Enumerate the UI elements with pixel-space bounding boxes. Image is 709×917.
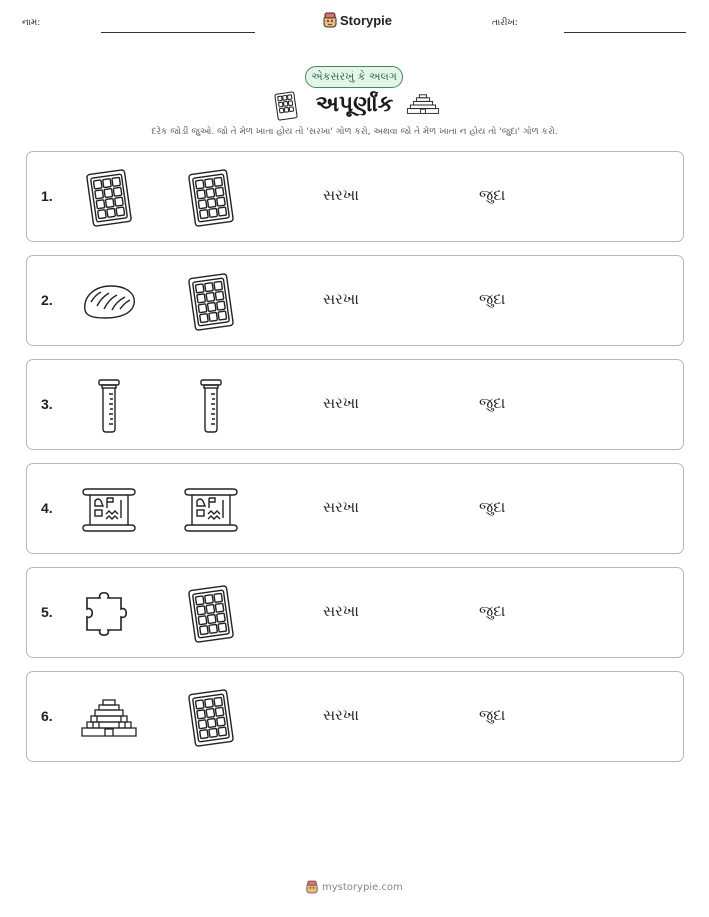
question-number: 4. — [41, 500, 53, 516]
chocolate-bar-icon — [181, 688, 241, 748]
option-different[interactable]: જુદા — [479, 706, 506, 724]
option-different[interactable]: જુદા — [479, 290, 506, 308]
question-row-4 — [26, 463, 684, 554]
brand-logo — [323, 12, 392, 28]
topic-badge: એકસરખું કે અલગ — [305, 66, 403, 88]
option-same[interactable]: સરખા — [323, 498, 359, 516]
storypie-mascot-icon — [306, 880, 318, 894]
papyrus-scroll-icon — [181, 480, 241, 540]
name-line[interactable] — [101, 32, 255, 33]
papyrus-scroll-icon — [79, 480, 139, 540]
footer — [306, 880, 403, 894]
puzzle-piece-icon — [79, 584, 139, 644]
chocolate-bar-icon — [181, 272, 241, 332]
option-same[interactable]: સરખા — [323, 706, 359, 724]
storypie-mascot-icon — [323, 12, 337, 28]
option-same[interactable]: સરખા — [323, 290, 359, 308]
measuring-cylinder-icon — [181, 376, 241, 436]
question-row-6 — [26, 671, 684, 762]
brand-name: Storypie — [340, 12, 393, 28]
question-row-2 — [26, 255, 684, 346]
option-same[interactable]: સરખા — [323, 394, 359, 412]
step-pyramid-icon — [405, 91, 441, 119]
date-line[interactable] — [564, 32, 686, 33]
option-different[interactable]: જુદા — [479, 602, 506, 620]
option-different[interactable]: જુદા — [479, 394, 506, 412]
question-number: 1. — [41, 188, 53, 204]
question-row-1 — [26, 151, 684, 242]
instructions-text: દરેક જોડી જુઓ. જો તે મેળ ખાતા હોય તો 'સરખા' ગોળ કરો, અથવા જો તે મેળ ખાતા ન હોય તો 'જુદા' ગોળ કરો. — [151, 127, 558, 137]
question-row-3 — [26, 359, 684, 450]
chocolate-bar-icon — [181, 584, 241, 644]
date-label: તારીખ: — [492, 18, 518, 28]
question-number: 3. — [41, 396, 53, 412]
bread-loaf-icon — [79, 272, 139, 332]
option-same[interactable]: સરખા — [323, 602, 359, 620]
step-pyramid-icon — [79, 688, 139, 748]
question-number: 5. — [41, 604, 53, 620]
option-same[interactable]: સરખા — [323, 186, 359, 204]
option-different[interactable]: જુદા — [479, 186, 506, 204]
question-number: 2. — [41, 292, 53, 308]
question-number: 6. — [41, 708, 53, 724]
worksheet-title: અપૂર્ણાંક — [315, 92, 394, 117]
question-row-5 — [26, 567, 684, 658]
footer-website[interactable]: mystorypie.com — [322, 881, 403, 893]
name-label: નામ: — [22, 18, 41, 28]
measuring-cylinder-icon — [79, 376, 139, 436]
chocolate-bar-icon — [79, 168, 139, 228]
chocolate-bar-icon — [181, 168, 241, 228]
option-different[interactable]: જુદા — [479, 498, 506, 516]
